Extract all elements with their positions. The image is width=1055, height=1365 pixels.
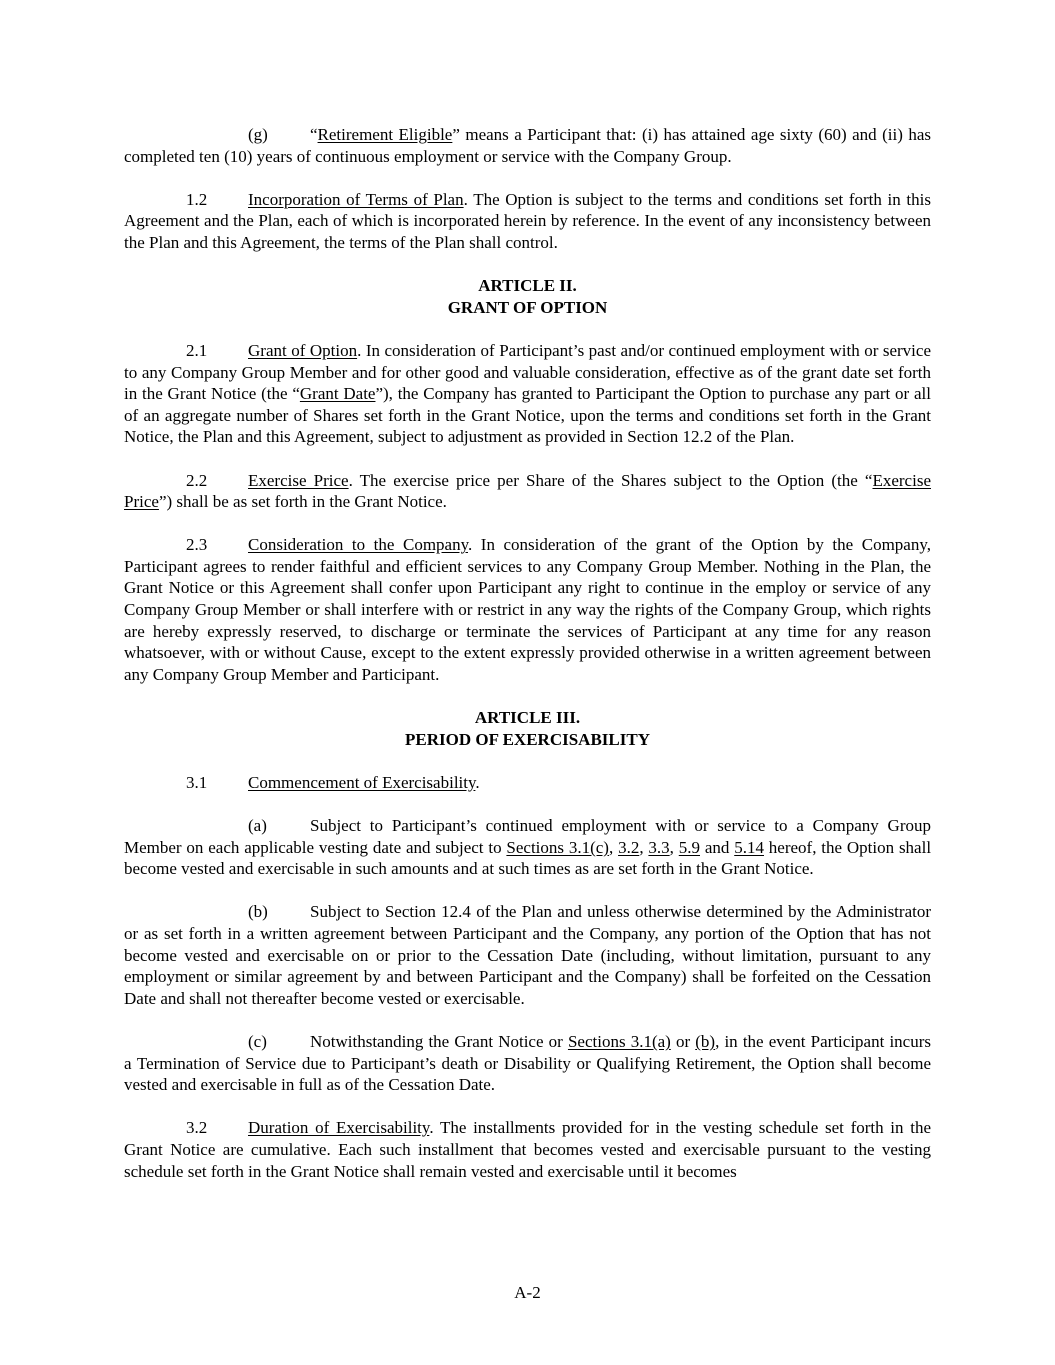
section-reference: Sections 3.1(a)	[567, 1031, 671, 1051]
section-3-2: 3.2 Duration of Exercisability. The installments provided for in the vesting schedule set forth in the Grant Notice are cumulative. Each such installment that becomes vested and exercisable pursuant to the vesting schedule set forth in the Grant Notice shall remain vested and exercisable until it becomes	[124, 1118, 932, 1181]
clause-number: (b)	[248, 902, 268, 922]
section-title: Duration of Exercisability	[248, 1118, 430, 1138]
section-3-1: 3.1 Commencement of Exercisability.	[124, 772, 931, 794]
clause-number: (g)	[248, 125, 268, 144]
clause-number: (a)	[248, 816, 267, 835]
section-title: Exercise Price	[248, 470, 349, 490]
section-reference: Sections 3.1(c)	[506, 837, 609, 857]
section-reference: 5.14	[734, 837, 764, 857]
section-number: 2.1	[186, 340, 208, 360]
defined-term: Retirement Eligible	[317, 125, 453, 144]
section-number: 2.3	[186, 535, 208, 555]
section-title: Incorporation of Terms of Plan	[248, 189, 464, 209]
clause-number: (c)	[248, 1031, 267, 1051]
page-content	[124, 124, 931, 1182]
section-2-2: 2.2 Exercise Price. The exercise price per Share of the Shares subject to the Option (the “Exercise Price”) shall be as set forth in the Grant Notice.	[124, 470, 931, 512]
section-title: Consideration to the Company	[248, 535, 468, 555]
section-reference: 5.9	[678, 837, 700, 857]
article-number: ARTICLE II.	[478, 276, 577, 296]
clause-3-1-b: (b) Subject to Section 12.4 of the Plan and unless otherwise determined by the Administrator or as set forth in a written agreement between Participant and the Company, any portion of the Option that has not become vested and exercisable on or prior to the Cessation Date (including, without limitation, pursuant to any employment or similar agreement by and between Participant and the Company) shall be forfeited on the Cessation Date and shall not thereafter become vested or exercisable.	[124, 902, 931, 1008]
section-reference: (b)	[695, 1031, 716, 1051]
section-reference: 3.2	[618, 837, 640, 857]
clause-g: (g) “Retirement Eligible” means a Participant that: (i) has attained age sixty (60) and (ii) has completed ten (10) years of continuous employment or service with the Company Group.	[124, 125, 932, 166]
section-2-3: 2.3 Consideration to the Company. In consideration of the grant of the Option by the Company, Participant agrees to render faithful and efficient services to any Company Group Member. Nothing in the Plan, the Grant Notice or this Agreement shall confer upon Participant any right to continue in the employ or service of any Company Group Member or shall interfere with or restrict in any way the rights of the Company Group, which rights are hereby expressly reserved, to discharge or terminate the services of Participant at any time for any reason whatsoever, with or without Cause, except to the extent expressly provided otherwise in a written agreement between any Company Group Member and Participant.	[124, 535, 931, 684]
section-number: 2.2	[186, 470, 208, 490]
defined-term: Exercise Price	[124, 470, 931, 512]
article-title: PERIOD OF EXERCISABILITY	[405, 729, 650, 749]
article-number: ARTICLE III.	[474, 708, 581, 728]
section-title: Commencement of Exercisability	[248, 772, 476, 792]
clause-3-1-a: (a) Subject to Participant’s continued employment with or service to a Company Group Member on each applicable vesting date and subject to Sections 3.1(c), 3.2, 3.3, 5.9 and 5.14 hereof, the Option shall become vested and exercisable in such amounts and at such times as are set forth in the Grant Notice.	[124, 816, 932, 879]
clause-3-1-c: (c) Notwithstanding the Grant Notice or Sections 3.1(a) or (b), in the event Participant incurs a Termination of Service due to Participant’s death or Disability or Qualifying Retirement, the Option shall become vested and exercisable in full as of the Cessation Date.	[124, 1031, 931, 1095]
article-title: GRANT OF OPTION	[447, 297, 608, 317]
section-number: 3.1	[186, 772, 208, 792]
section-number: 1.2	[186, 189, 208, 209]
section-1-2: 1.2 Incorporation of Terms of Plan. The Option is subject to the terms and conditions set forth in this Agreement and the Plan, each of which is incorporated herein by reference. In the event of any inconsistency between the Plan and this Agreement, the terms of the Plan shall control.	[124, 189, 931, 252]
page-number: A-2	[514, 1283, 541, 1302]
section-number: 3.2	[186, 1118, 208, 1138]
section-title: Grant of Option	[248, 340, 358, 360]
defined-term: Grant Date	[299, 384, 376, 404]
section-2-1: 2.1 Grant of Option. In consideration of Participant’s past and/or continued employment with or service to any Company Group Member and for other good and valuable consideration, effective as of the grant date set forth in the Grant Notice (the “Grant Date”), the Company has granted to Participant the Option to purchase any part or all of an aggregate number of Shares set forth in the Grant Notice, upon the terms and conditions set forth in the Grant Notice, the Plan and this Agreement, subject to adjustment as provided in Section 12.2 of the Plan.	[124, 340, 931, 447]
article-heading	[124, 275, 931, 318]
section-reference: 3.3	[648, 837, 670, 857]
article-heading	[124, 707, 931, 750]
